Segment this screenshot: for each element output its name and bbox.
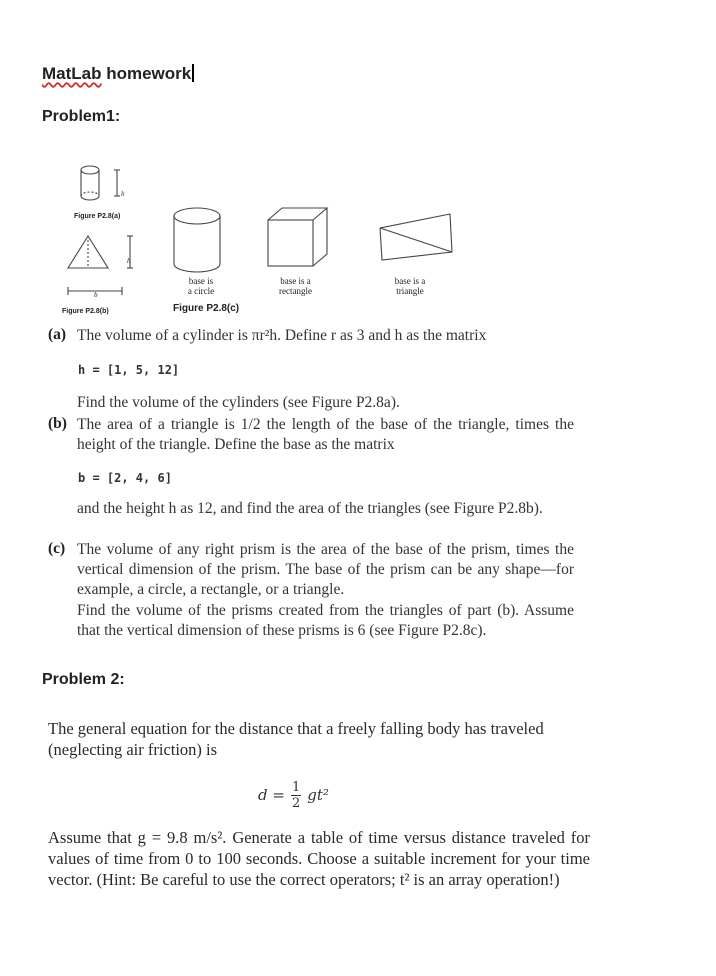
shape-label-circle: base is a circle xyxy=(187,276,215,296)
figure-b-caption: Figure P2.8(b) xyxy=(62,308,109,315)
document-title xyxy=(42,64,194,84)
shape-label-triangle: base is a triangle xyxy=(394,276,426,296)
triangle-figure xyxy=(68,236,133,295)
equation-rhs: gt² xyxy=(307,786,329,804)
figure-a-height-label: h xyxy=(121,190,125,198)
equation-denominator: 2 xyxy=(291,795,301,811)
part-c-label: (c) xyxy=(48,540,66,557)
title-word-homework: homework xyxy=(101,64,192,83)
problem1-heading: Problem1: xyxy=(42,108,121,125)
part-a-text: The volume of a cylinder is πr²h. Define r as 3 and h as the matrix xyxy=(77,327,487,344)
equation-numerator: 1 xyxy=(291,779,301,795)
equation-fraction xyxy=(291,780,301,811)
triangle-prism xyxy=(380,214,452,260)
part-b-text-2: and the height h as 12, and find the area of the triangles (see Figure P2.8b). xyxy=(77,500,543,517)
figure-c-caption: Figure P2.8(c) xyxy=(173,303,240,314)
shape-label-rectangle: base is a rectangle xyxy=(279,276,312,296)
part-a-code: h = [1, 5, 12] xyxy=(78,363,180,377)
text-cursor xyxy=(192,64,194,82)
circle-prism xyxy=(174,208,220,272)
part-c-text-2: Find the volume of the prisms created from the triangles of part (b). Assume that the vertical dimension of these prisms is 6 (see Figure P2.8c). xyxy=(77,602,574,639)
rectangle-prism xyxy=(268,208,327,266)
problem2-body: Assume that g = 9.8 m/s². Generate a table of time versus distance traveled for values of time from 0 to 100 seconds. Choose a suitable increment for your time vector. (Hint: Be careful to use the correct operators; t² is an array operation!) xyxy=(48,828,590,889)
figure-b-height-label: h xyxy=(127,257,131,265)
equation-lhs: d = xyxy=(258,786,285,804)
problem2-intro: The general equation for the distance that a freely falling body has traveled (neglecting air friction) is xyxy=(48,719,544,759)
part-b-code: b = [2, 4, 6] xyxy=(78,471,172,485)
figure-group xyxy=(60,156,480,321)
problem2-heading: Problem 2: xyxy=(42,671,125,688)
part-a-label: (a) xyxy=(48,326,67,343)
cylinder-figure xyxy=(81,166,120,200)
distance-equation xyxy=(258,773,329,817)
part-b-label: (b) xyxy=(48,415,67,432)
figure-b-base-label: b xyxy=(94,291,98,299)
title-word-matlab: MatLab xyxy=(42,64,102,83)
part-c-text: The volume of any right prism is the area of the base of the prism, times the vertical dimension of the prism. The base of the prism can be any shape—for example, a circle, a rectangle, or a triangle. xyxy=(77,541,574,598)
part-b-text: The area of a triangle is 1/2 the length of the base of the triangle, times the height of the triangle. Define the base as the matrix xyxy=(77,416,574,453)
part-a-text-2: Find the volume of the cylinders (see Figure P2.8a). xyxy=(77,394,400,411)
figure-a-caption: Figure P2.8(a) xyxy=(74,213,121,220)
